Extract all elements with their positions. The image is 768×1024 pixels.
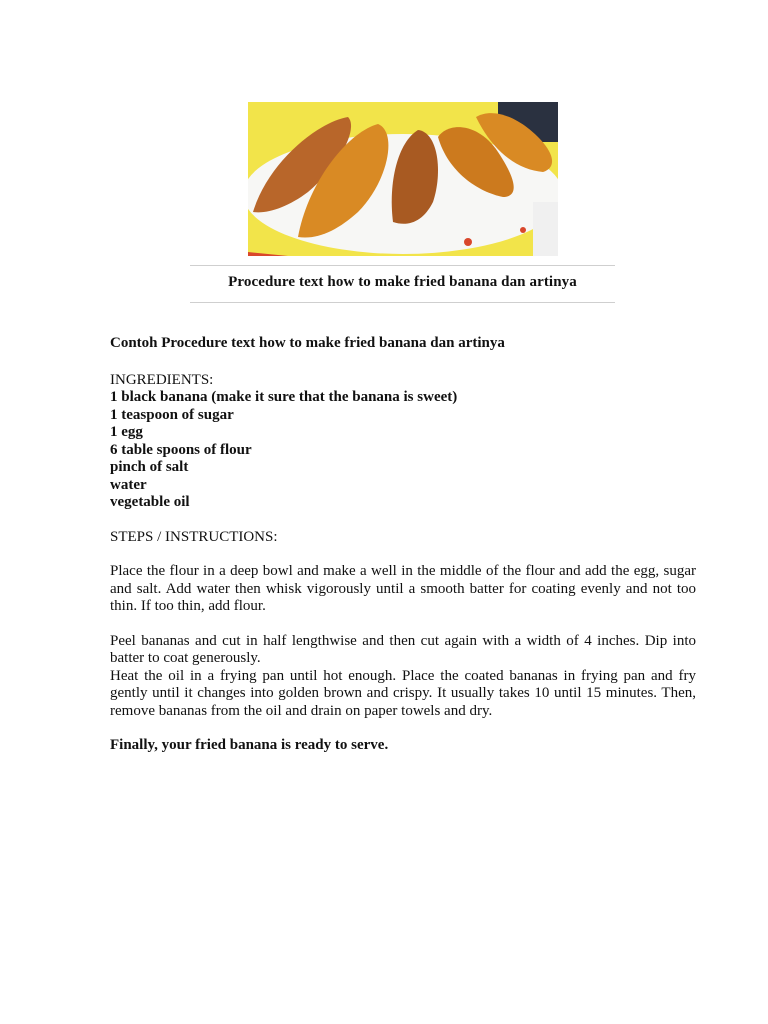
ingredient-item: water [110,476,147,493]
step-paragraph: Heat the oil in a frying pan until hot enough. Place the coated bananas in frying pan and fry gently until it changes into golden brown and crispy. It usually takes 10 until 15 minutes. Then, remove bananas from the oil and drain on paper towels and dry. [110,667,696,719]
closing-paragraph: Finally, your fried banana is ready to serve. [110,737,389,753]
ingredients-list [110,389,696,512]
caption-top-divider [190,265,615,266]
document-heading: Contoh Procedure text how to make fried banana dan artinya [110,335,505,351]
ingredient-item: 1 teaspoon of sugar [110,406,234,423]
fried-banana-photo [248,102,558,256]
ingredient-item: vegetable oil [110,494,190,510]
ingredient-item: 1 black banana (make it sure that the banana is sweet) [110,389,458,405]
document-body [110,335,696,755]
caption-bottom-divider [190,302,615,303]
steps-label: STEPS / INSTRUCTIONS: [110,528,278,545]
ingredient-item: 6 table spoons of flour [110,441,252,458]
step-paragraph: Place the flour in a deep bowl and make a well in the middle of the flour and add the egg, sugar and salt. Add water then whisk vigorously until a smooth batter for coating evenly and not too thin. If too thin, add flour. [110,563,696,614]
step-paragraph: Peel bananas and cut in half lengthwise and then cut again with a width of 4 inches. Dip into batter to coat generously. [110,632,696,666]
ingredients-label: INGREDIENTS: [110,371,214,388]
ingredient-item: 1 egg [110,424,143,440]
ingredient-item: pinch of salt [110,459,189,475]
image-caption: Procedure text how to make fried banana dan artinya [228,274,577,290]
photo-fried-bananas-icon [248,102,558,256]
